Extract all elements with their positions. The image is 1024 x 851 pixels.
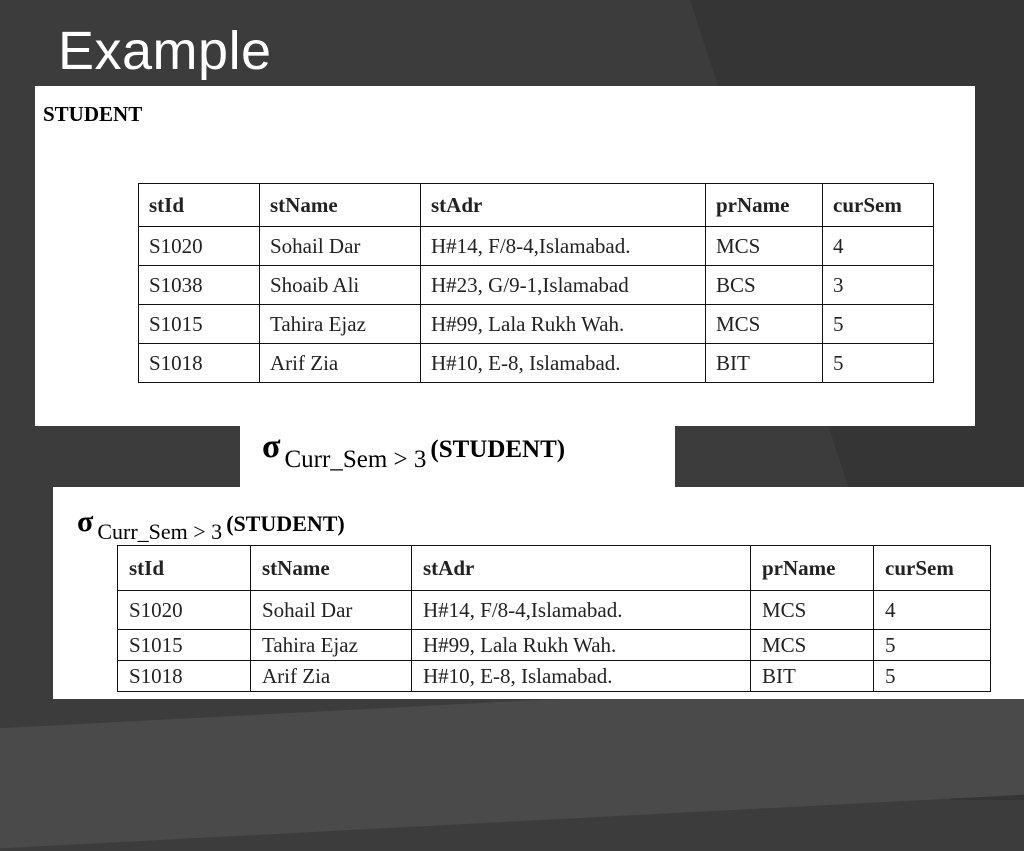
table-row bbox=[139, 305, 934, 344]
selection-relation: (STUDENT) bbox=[226, 511, 345, 536]
table-header-row bbox=[139, 184, 934, 227]
result-table bbox=[117, 545, 991, 692]
cell-prname: MCS bbox=[751, 630, 874, 661]
table-row bbox=[139, 344, 934, 383]
cell-stid: S1038 bbox=[139, 266, 260, 305]
table-row bbox=[118, 630, 991, 661]
selection-condition: Curr_Sem > 3 bbox=[97, 519, 223, 544]
table-caption: STUDENT bbox=[43, 102, 143, 126]
cell-prname: MCS bbox=[706, 305, 823, 344]
cell-prname: BIT bbox=[751, 661, 874, 692]
student-table-panel bbox=[35, 86, 975, 426]
cell-stid: S1020 bbox=[139, 227, 260, 266]
cell-prname: MCS bbox=[751, 591, 874, 630]
cell-cursem: 5 bbox=[823, 305, 934, 344]
column-header-prname: prName bbox=[751, 546, 874, 591]
sigma-symbol: σ bbox=[262, 428, 281, 465]
selection-condition: Curr_Sem > 3 bbox=[284, 446, 427, 473]
table-header-row bbox=[118, 546, 991, 591]
column-header-prname: prName bbox=[706, 184, 823, 227]
table-row bbox=[118, 591, 991, 630]
cell-cursem: 5 bbox=[874, 630, 991, 661]
result-table-panel bbox=[53, 487, 1024, 699]
cell-cursem: 5 bbox=[874, 661, 991, 692]
cell-prname: BCS bbox=[706, 266, 823, 305]
cell-stname: Shoaib Ali bbox=[260, 266, 421, 305]
cell-cursem: 4 bbox=[874, 591, 991, 630]
cell-stadr: H#23, G/9-1,Islamabad bbox=[421, 266, 706, 305]
student-table bbox=[138, 183, 934, 383]
cell-stadr: H#14, F/8-4,Islamabad. bbox=[412, 591, 751, 630]
cell-stid: S1018 bbox=[118, 661, 251, 692]
column-header-stname: stName bbox=[251, 546, 412, 591]
table-row bbox=[118, 661, 991, 692]
cell-stname: Tahira Ejaz bbox=[251, 630, 412, 661]
cell-stname: Arif Zia bbox=[260, 344, 421, 383]
cell-stadr: H#10, E-8, Islamabad. bbox=[421, 344, 706, 383]
column-header-cursem: curSem bbox=[823, 184, 934, 227]
column-header-stadr: stAdr bbox=[421, 184, 706, 227]
cell-stid: S1015 bbox=[139, 305, 260, 344]
table-row bbox=[139, 227, 934, 266]
cell-cursem: 3 bbox=[823, 266, 934, 305]
selection-expression-panel bbox=[240, 426, 675, 488]
slide-title: Example bbox=[58, 21, 272, 81]
column-header-stid: stId bbox=[139, 184, 260, 227]
cell-cursem: 4 bbox=[823, 227, 934, 266]
cell-stname: Arif Zia bbox=[251, 661, 412, 692]
selection-relation: (STUDENT) bbox=[430, 436, 566, 463]
column-header-stid: stId bbox=[118, 546, 251, 591]
cell-prname: BIT bbox=[706, 344, 823, 383]
selection-expression bbox=[262, 428, 566, 473]
sigma-symbol: σ bbox=[77, 505, 94, 538]
column-header-cursem: curSem bbox=[874, 546, 991, 591]
cell-stname: Sohail Dar bbox=[251, 591, 412, 630]
cell-stid: S1018 bbox=[139, 344, 260, 383]
cell-stid: S1015 bbox=[118, 630, 251, 661]
result-selection-expression bbox=[77, 505, 345, 544]
table-row bbox=[139, 266, 934, 305]
column-header-stname: stName bbox=[260, 184, 421, 227]
cell-stadr: H#10, E-8, Islamabad. bbox=[412, 661, 751, 692]
column-header-stadr: stAdr bbox=[412, 546, 751, 591]
cell-stname: Sohail Dar bbox=[260, 227, 421, 266]
cell-cursem: 5 bbox=[823, 344, 934, 383]
cell-stname: Tahira Ejaz bbox=[260, 305, 421, 344]
cell-stadr: H#99, Lala Rukh Wah. bbox=[412, 630, 751, 661]
cell-stadr: H#99, Lala Rukh Wah. bbox=[421, 305, 706, 344]
cell-stadr: H#14, F/8-4,Islamabad. bbox=[421, 227, 706, 266]
cell-prname: MCS bbox=[706, 227, 823, 266]
cell-stid: S1020 bbox=[118, 591, 251, 630]
